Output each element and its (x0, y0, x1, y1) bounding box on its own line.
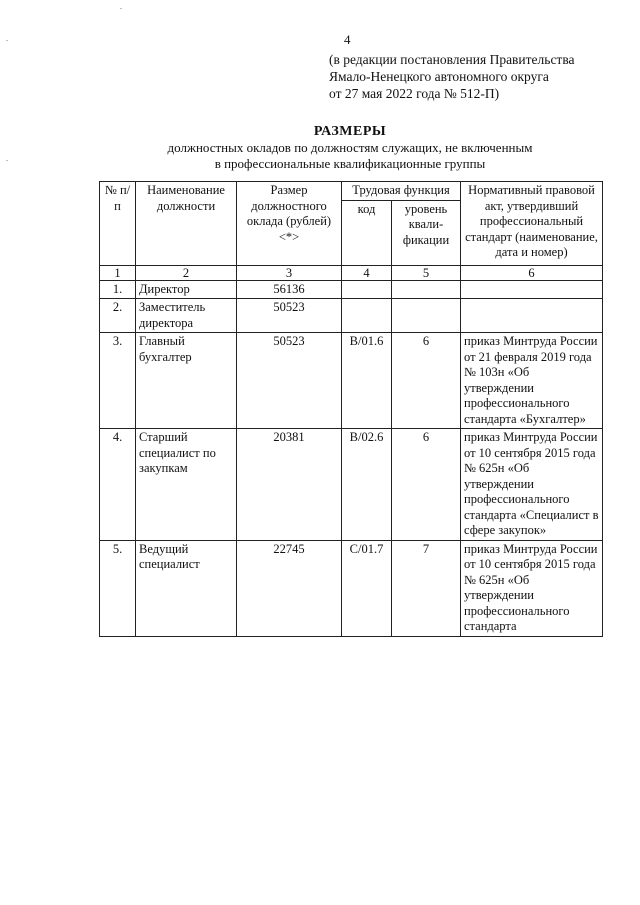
row-code: В/02.6 (342, 429, 392, 541)
row-code (342, 299, 392, 333)
subtitle-line: должностных окладов по должностям служащих, не включенным (167, 140, 533, 155)
row-salary: 22745 (237, 540, 342, 636)
salary-table (99, 181, 603, 637)
row-salary: 50523 (237, 333, 342, 429)
column-number: 4 (342, 265, 392, 280)
header-salary: Размер должностного оклада (рублей) <*> (237, 182, 342, 266)
table-row (100, 429, 603, 541)
row-level: 6 (392, 333, 461, 429)
row-normative-act (461, 299, 603, 333)
scan-speck (120, 8, 122, 9)
row-normative-act (461, 280, 603, 299)
table-row (100, 299, 603, 333)
column-number: 2 (136, 265, 237, 280)
column-number: 6 (461, 265, 603, 280)
row-code: С/01.7 (342, 540, 392, 636)
row-code (342, 280, 392, 299)
row-num: 4. (100, 429, 136, 541)
edition-note (329, 51, 575, 102)
row-code: В/01.6 (342, 333, 392, 429)
column-number-row (100, 265, 603, 280)
row-num: 1. (100, 280, 136, 299)
table-row (100, 540, 603, 636)
row-level (392, 299, 461, 333)
row-level (392, 280, 461, 299)
row-num: 3. (100, 333, 136, 429)
row-position-name: Главный бухгалтер (136, 333, 237, 429)
row-salary: 50523 (237, 299, 342, 333)
row-position-name: Ведущий специалист (136, 540, 237, 636)
column-number: 5 (392, 265, 461, 280)
edition-note-line: (в редакции постановления Правительства (329, 52, 575, 67)
document-subtitle (0, 140, 640, 172)
header-code: код (342, 200, 392, 265)
page-number: 4 (344, 32, 351, 47)
row-normative-act: приказ Минтруда России от 21 февраля 2019 года № 103н «Об утверждении профессионального стандарта «Бухгалтер» (461, 333, 603, 429)
edition-note-line: от 27 мая 2022 года № 512-П) (329, 86, 500, 101)
row-position-name: Директор (136, 280, 237, 299)
header-name: Наименование должности (136, 182, 237, 266)
scan-speck (6, 160, 8, 161)
column-number: 1 (100, 265, 136, 280)
row-level: 6 (392, 429, 461, 541)
row-salary: 20381 (237, 429, 342, 541)
header-num: № п/п (100, 182, 136, 266)
row-salary: 56136 (237, 280, 342, 299)
scan-speck (6, 40, 8, 41)
row-normative-act: приказ Минтруда России от 10 сентября 2015 года № 625н «Об утверждении профессионального стандарта «Специалист в сфере закупок» (461, 429, 603, 541)
row-num: 2. (100, 299, 136, 333)
table-header-row (100, 182, 603, 201)
row-position-name: Старший специалист по закупкам (136, 429, 237, 541)
subtitle-line: в профессиональные квалификационные группы (214, 156, 486, 171)
header-normative-act: Нормативный правовой акт, утвердивший профессиональный стандарт (наименование, дата и номер) (461, 182, 603, 266)
edition-note-line: Ямало-Ненецкого автономного округа (329, 69, 549, 84)
row-normative-act: приказ Минтруда России от 10 сентября 2015 года № 625н «Об утверждении профессионального стандарта (461, 540, 603, 636)
header-level: уровень квали-фикации (392, 200, 461, 265)
table-row (100, 333, 603, 429)
row-num: 5. (100, 540, 136, 636)
row-position-name: Заместитель директора (136, 299, 237, 333)
column-number: 3 (237, 265, 342, 280)
table-row (100, 280, 603, 299)
row-level: 7 (392, 540, 461, 636)
header-labor-function: Трудовая функция (342, 182, 461, 201)
document-title: РАЗМЕРЫ (313, 124, 387, 139)
